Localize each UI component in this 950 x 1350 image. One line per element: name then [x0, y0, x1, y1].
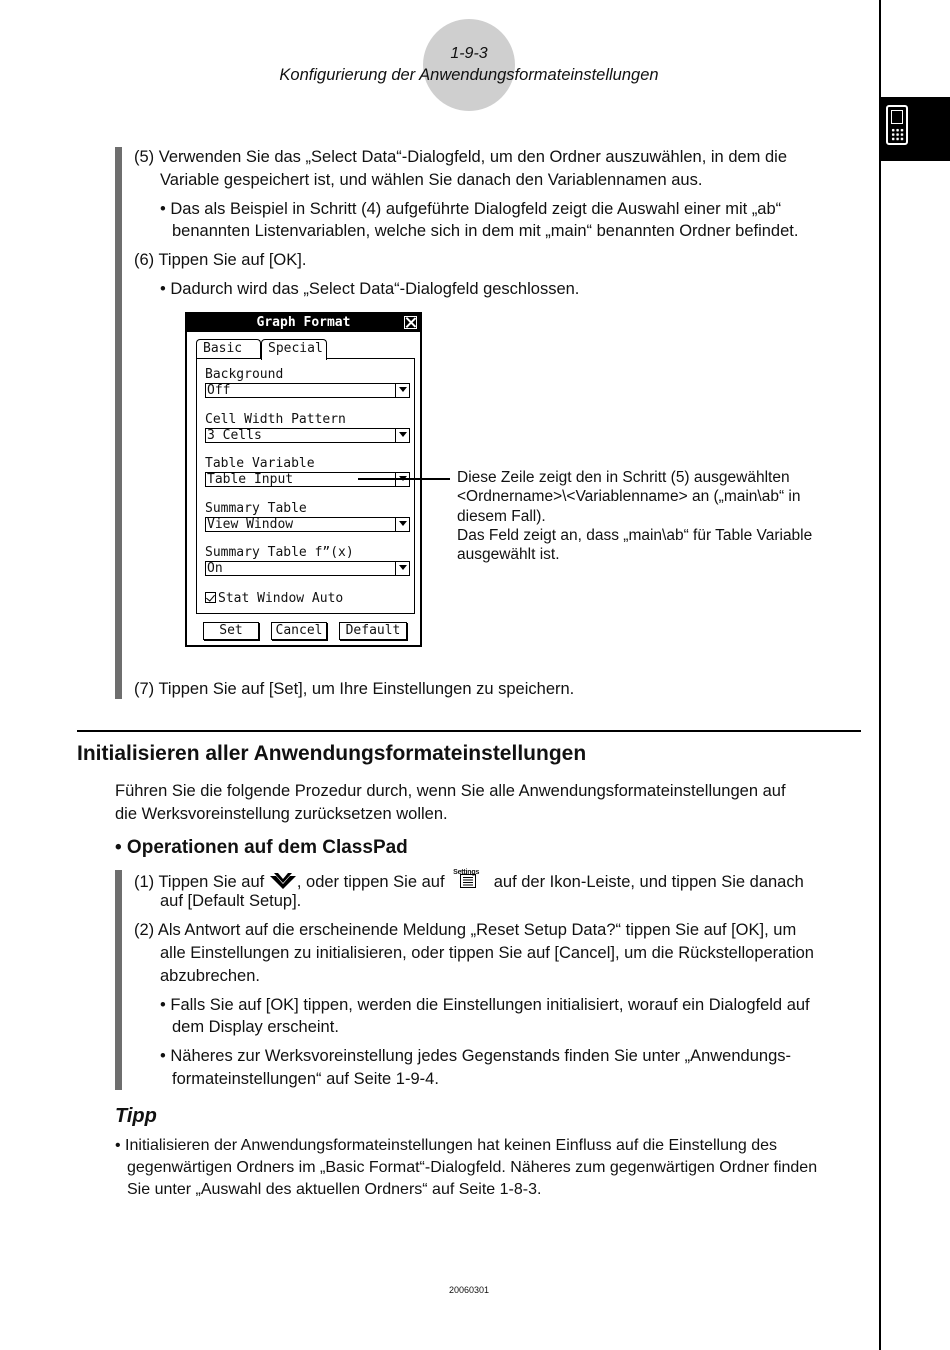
callout-line-1: Diese Zeile zeigt den in Schritt (5) ausgewählten — [457, 469, 790, 486]
chevron-down-icon[interactable] — [395, 383, 410, 398]
checkbox-checked-icon[interactable] — [205, 592, 216, 603]
step-5-line-2: Variable gespeichert ist, und wählen Sie danach den Variablennamen aus. — [160, 171, 703, 189]
background-label: Background — [205, 367, 284, 382]
tab-special[interactable]: Special — [261, 339, 327, 360]
summary-table-fx-label: Summary Table f”(x) — [205, 545, 354, 560]
step-5-bullet-line-2: benannten Listenvariablen, welche sich in dem mit „main“ benannten Ordner befindet. — [172, 222, 799, 240]
set-button[interactable]: Set — [203, 622, 259, 640]
cancel-button[interactable]: Cancel — [271, 622, 327, 640]
step-6: (6) Tippen Sie auf [OK]. — [134, 251, 307, 269]
stat-window-auto-label: Stat Window Auto — [218, 591, 344, 606]
operations-heading: • Operationen auf dem ClassPad — [115, 837, 408, 858]
tab-basic[interactable]: Basic — [196, 339, 261, 359]
special-panel — [196, 358, 415, 614]
graph-format-dialog — [185, 312, 422, 647]
settings-list-icon — [460, 874, 476, 888]
right-margin-rule — [879, 0, 881, 1350]
op-step-1-text-a: (1) Tippen Sie auf — [134, 873, 265, 891]
chevron-down-icon[interactable] — [395, 561, 410, 576]
step-5-bullet-line-1: • Das als Beispiel in Schritt (4) aufgeführte Dialogfeld zeigt die Auswahl einer mit „ab“ — [160, 200, 782, 218]
callout-line-4: Das Feld zeigt an, dass „main\ab“ für Table Variable — [457, 526, 813, 544]
callout-line-2: <Ordnername>\<Variablenname> an („main\ab“ in — [457, 488, 801, 506]
table-variable-label: Table Variable — [205, 456, 315, 471]
op-step-2-line-1: (2) Als Antwort auf die erscheinende Meldung „Reset Setup Data?“ tippen Sie auf [OK], um — [134, 921, 797, 939]
callout-line — [358, 478, 450, 480]
settings-icon[interactable] — [449, 868, 489, 890]
tip-heading: Tipp — [115, 1105, 157, 1127]
section-heading: Initialisieren aller Anwendungsformateinstellungen — [77, 742, 587, 765]
tip-line-1: • Initialisieren der Anwendungsformateinstellungen hat keinen Einfluss auf die Einstellung des — [115, 1137, 778, 1154]
default-button[interactable]: Default — [339, 622, 407, 640]
chapter-tab — [879, 97, 950, 161]
step-7: (7) Tippen Sie auf [Set], um Ihre Einstellungen zu speichern. — [134, 680, 575, 698]
summary-table-fx-value: On — [207, 561, 223, 576]
menu-chevron-icon[interactable] — [269, 872, 297, 890]
page-number: 1-9-3 — [450, 45, 488, 62]
page-title: Konfigurierung der Anwendungsformateinstellungen — [279, 66, 659, 84]
op-step-1-line-2: auf [Default Setup]. — [160, 892, 302, 910]
op-step-1-text-b: , oder tippen Sie auf — [296, 873, 445, 891]
tip-line-3: Sie unter „Auswahl des aktuellen Ordners“ auf Seite 1-8-3. — [127, 1181, 542, 1198]
op-bullet-2-line-1: • Näheres zur Werksvoreinstellung jedes Gegenstands finden Sie unter „Anwendungs- — [160, 1047, 791, 1065]
op-bullet-1-line-1: • Falls Sie auf [OK] tippen, werden die Einstellungen initialisiert, worauf ein Dialogfeld auf — [160, 996, 810, 1014]
table-variable-select[interactable] — [205, 472, 410, 487]
footer-code: 20060301 — [448, 1285, 490, 1295]
step-5-line-1: (5) Verwenden Sie das „Select Data“-Dialogfeld, um den Ordner auszuwählen, in dem die — [134, 148, 788, 166]
section-rule — [77, 730, 861, 732]
callout-line-3: diesem Fall). — [457, 507, 546, 525]
background-select[interactable] — [205, 383, 410, 398]
background-value: Off — [207, 383, 231, 398]
step-bar-bottom — [115, 870, 122, 1090]
cell-width-pattern-value: 3 Cells — [207, 428, 262, 443]
op-step-2-line-3: abzubrechen. — [160, 967, 260, 985]
section-intro-line-2: die Werksvoreinstellung zurücksetzen wollen. — [115, 805, 448, 823]
section-intro-line-1: Führen Sie die folgende Prozedur durch, wenn Sie alle Anwendungsformateinstellungen auf — [115, 782, 786, 800]
summary-table-value: View Window — [207, 517, 294, 532]
op-bullet-2-line-2: formateinstellungen“ auf Seite 1-9-4. — [172, 1070, 439, 1088]
callout-text — [457, 468, 877, 564]
settings-icon-label: Settings — [453, 869, 480, 876]
cell-width-pattern-select[interactable] — [205, 428, 410, 443]
op-bullet-1-line-2: dem Display erscheint. — [172, 1018, 339, 1036]
callout-line-5: ausgewählt ist. — [457, 546, 560, 564]
chevron-down-icon[interactable] — [395, 428, 410, 443]
dialog-title: Graph Format — [187, 314, 420, 332]
summary-table-select[interactable] — [205, 517, 410, 532]
chevron-down-icon[interactable] — [395, 517, 410, 532]
op-step-2-line-2: alle Einstellungen zu initialisieren, oder tippen Sie auf [Cancel], um die Rückstelloperation — [160, 944, 814, 962]
step-bar-top — [115, 147, 122, 699]
tip-line-2: gegenwärtigen Ordners im „Basic Format“-Dialogfeld. Näheres zum gegenwärtigen Ordner finden — [127, 1159, 818, 1176]
table-variable-value: Table Input — [207, 472, 294, 487]
chevron-down-icon[interactable] — [395, 472, 410, 487]
calculator-icon — [886, 105, 908, 145]
stat-window-auto-checkbox[interactable] — [205, 591, 343, 606]
op-step-1-text-c: auf der Ikon-Leiste, und tippen Sie danach — [493, 873, 804, 891]
cell-width-pattern-label: Cell Width Pattern — [205, 412, 346, 427]
step-6-bullet: • Dadurch wird das „Select Data“-Dialogfeld geschlossen. — [160, 280, 580, 298]
close-icon[interactable] — [404, 316, 417, 329]
summary-table-fx-select[interactable] — [205, 561, 410, 576]
summary-table-label: Summary Table — [205, 501, 307, 516]
header-circle — [423, 19, 515, 111]
